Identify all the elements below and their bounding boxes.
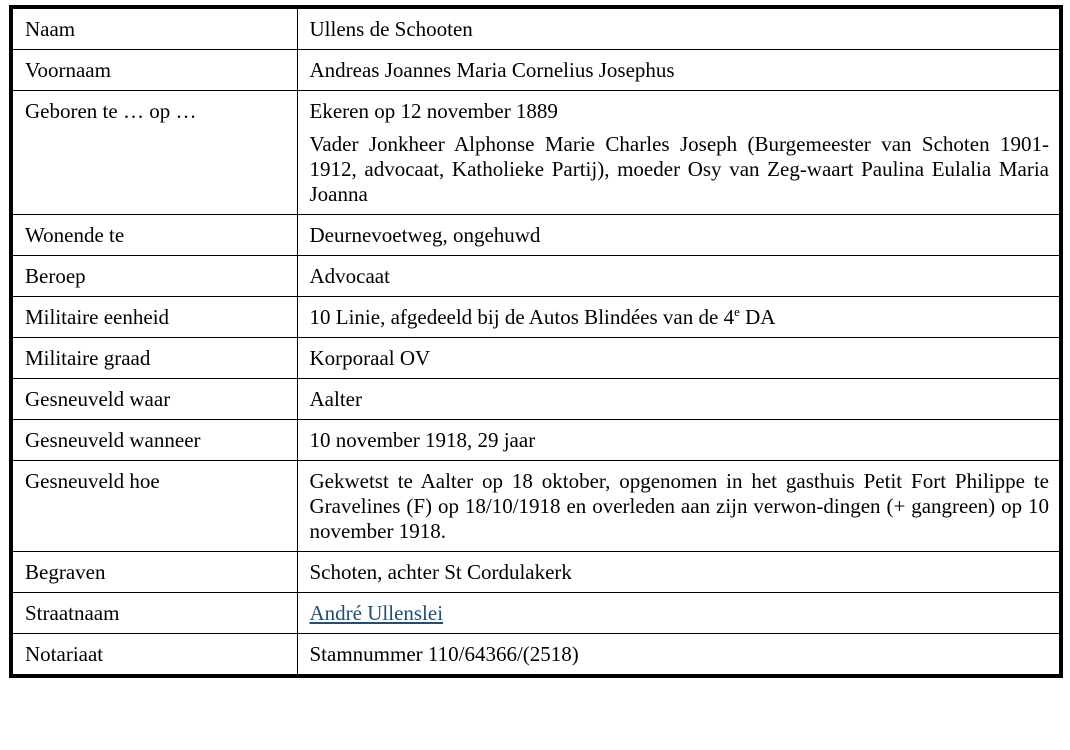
row-value-militaire-graad: Korporaal OV xyxy=(297,338,1061,379)
row-label-gesneuveld-waar: Gesneuveld waar xyxy=(11,379,297,420)
row-value-begraven: Schoten, achter St Cordulakerk xyxy=(297,552,1061,593)
table-row xyxy=(11,461,1061,552)
row-label-militaire-graad: Militaire graad xyxy=(11,338,297,379)
row-value-wonende: Deurnevoetweg, ongehuwd xyxy=(297,215,1061,256)
personal-record-table xyxy=(9,5,1063,678)
row-value-gesneuveld-waar: Aalter xyxy=(297,379,1061,420)
table-row xyxy=(11,297,1061,338)
row-label-gesneuveld-hoe: Gesneuveld hoe xyxy=(11,461,297,552)
table-row xyxy=(11,215,1061,256)
row-label-wonende: Wonende te xyxy=(11,215,297,256)
row-value-gesneuveld-hoe: Gekwetst te Aalter op 18 oktober, opgenomen in het gasthuis Petit Fort Philippe te Gravelines (F) op 18/10/1918 en overleden aan zijn verwon-dingen (+ gangreen) op 10 november 1918. xyxy=(297,461,1061,552)
unit-superscript: e xyxy=(734,304,740,319)
table-row xyxy=(11,634,1061,677)
row-value-gesneuveld-wanneer: 10 november 1918, 29 jaar xyxy=(297,420,1061,461)
row-value-voornaam: Andreas Joannes Maria Cornelius Josephus xyxy=(297,50,1061,91)
row-value-notariaat: Stamnummer 110/64366/(2518) xyxy=(297,634,1061,677)
row-label-naam: Naam xyxy=(11,7,297,50)
row-value-militaire-eenheid xyxy=(297,297,1061,338)
parents-note: Vader Jonkheer Alphonse Marie Charles Joseph (Burgemeester van Schoten 1901-1912, advocaat, Katholieke Partij), moeder Osy van Zeg-waart Paulina Eulalia Maria Joanna xyxy=(309,132,1049,206)
table-row xyxy=(11,593,1061,634)
table-row xyxy=(11,256,1061,297)
row-label-gesneuveld-wanneer: Gesneuveld wanneer xyxy=(11,420,297,461)
row-value-beroep: Advocaat xyxy=(297,256,1061,297)
row-label-beroep: Beroep xyxy=(11,256,297,297)
table-row xyxy=(11,50,1061,91)
table-row xyxy=(11,552,1061,593)
row-label-notariaat: Notariaat xyxy=(11,634,297,677)
table-row xyxy=(11,420,1061,461)
table-row xyxy=(11,379,1061,420)
table-row xyxy=(11,338,1061,379)
birth-place-date: Ekeren op 12 november 1889 xyxy=(309,99,558,123)
table-row xyxy=(11,91,1061,215)
unit-suffix: DA xyxy=(739,305,776,329)
row-value-geboren xyxy=(297,91,1061,215)
row-value-naam: Ullens de Schooten xyxy=(297,7,1061,50)
row-label-militaire-eenheid: Militaire eenheid xyxy=(11,297,297,338)
table-row xyxy=(11,7,1061,50)
row-label-begraven: Begraven xyxy=(11,552,297,593)
row-label-voornaam: Voornaam xyxy=(11,50,297,91)
row-value-straatnaam xyxy=(297,593,1061,634)
unit-text: 10 Linie, afgedeeld bij de Autos Blindées van de 4 xyxy=(309,305,735,329)
row-label-straatnaam: Straatnaam xyxy=(11,593,297,634)
street-name-link[interactable]: André Ullenslei xyxy=(309,601,444,625)
row-label-geboren: Geboren te … op … xyxy=(11,91,297,215)
